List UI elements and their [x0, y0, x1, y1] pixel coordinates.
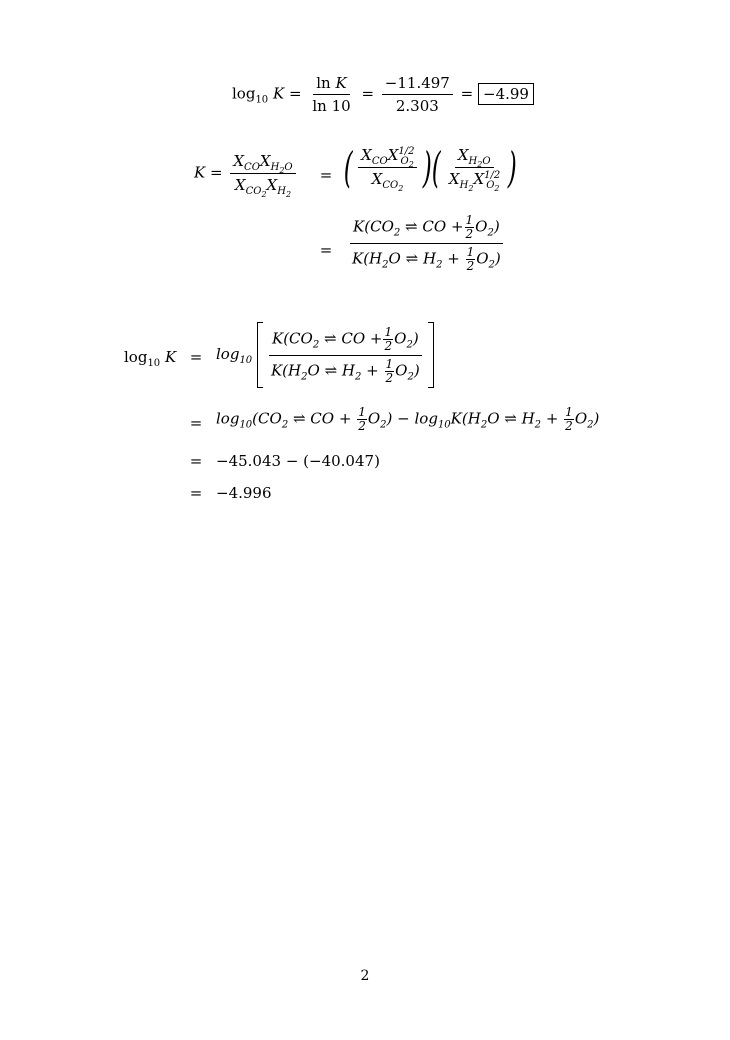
- equation-final-result: −4.996: [216, 484, 272, 502]
- equals-sign: =: [319, 241, 333, 259]
- equals-sign: =: [189, 348, 203, 366]
- equals-sign: =: [189, 484, 203, 502]
- fraction-values: $\frac{-11.497}{2.303}$: [382, 74, 453, 115]
- equation-log10-k: $\log_{10} K$ = $\frac{\text{ln K}}{\ln 10}$ = $\frac{-11.497}{2.303}$ = −4.99: [232, 74, 534, 115]
- equation-log10-bracket: $\log_{10}$ $K(CO_2$ ⇌ CO + $\frac{1}{2}$ $O_2$) $K(H_2O$ ⇌ $H_2$ + $\frac{1}{2}$ $O_2$): [216, 322, 434, 388]
- equation-log10-k-lhs: $\log_{10} K$: [124, 348, 177, 369]
- page-number: 2: [360, 968, 370, 984]
- boxed-result: −4.99: [478, 83, 534, 105]
- equation-numeric-difference: −45.043 − (−40.047): [216, 452, 380, 470]
- equation-k-ratio: $K(CO_2$ ⇌ CO + $\frac{1}{2}$ $O_2$) $K(H_2O$ ⇌ $H_2$ + $\frac{1}{2}$ $O_2$): [352, 213, 501, 273]
- equation-log-difference: $\log_{10}(CO_2$ ⇌ CO + $\frac{1}{2}$ $O_2) - \log_{10}K(H_2O$ ⇌ $H_2$ + $\frac{1}{2}$ $O_2$): [216, 405, 600, 433]
- equals-sign: =: [319, 166, 333, 184]
- equals-sign: =: [189, 414, 203, 432]
- fraction-lnk-ln10: $\frac{\text{ln K}}{\ln 10}$: [312, 74, 351, 115]
- equation-k-product: ( $\frac{X_{CO}X^{1/2}_{O_2}}{X_{CO_2}}$ ) ( $\frac{X_{H_2O}}{X_{H_2}X^{1/2}_{O_2}}$ ): [343, 142, 517, 193]
- equation-k-definition: K = $\frac{X_{CO}X_{H_2O}}{X_{CO_2}X_{H_2}}$: [194, 152, 299, 195]
- equals-sign: =: [189, 452, 203, 470]
